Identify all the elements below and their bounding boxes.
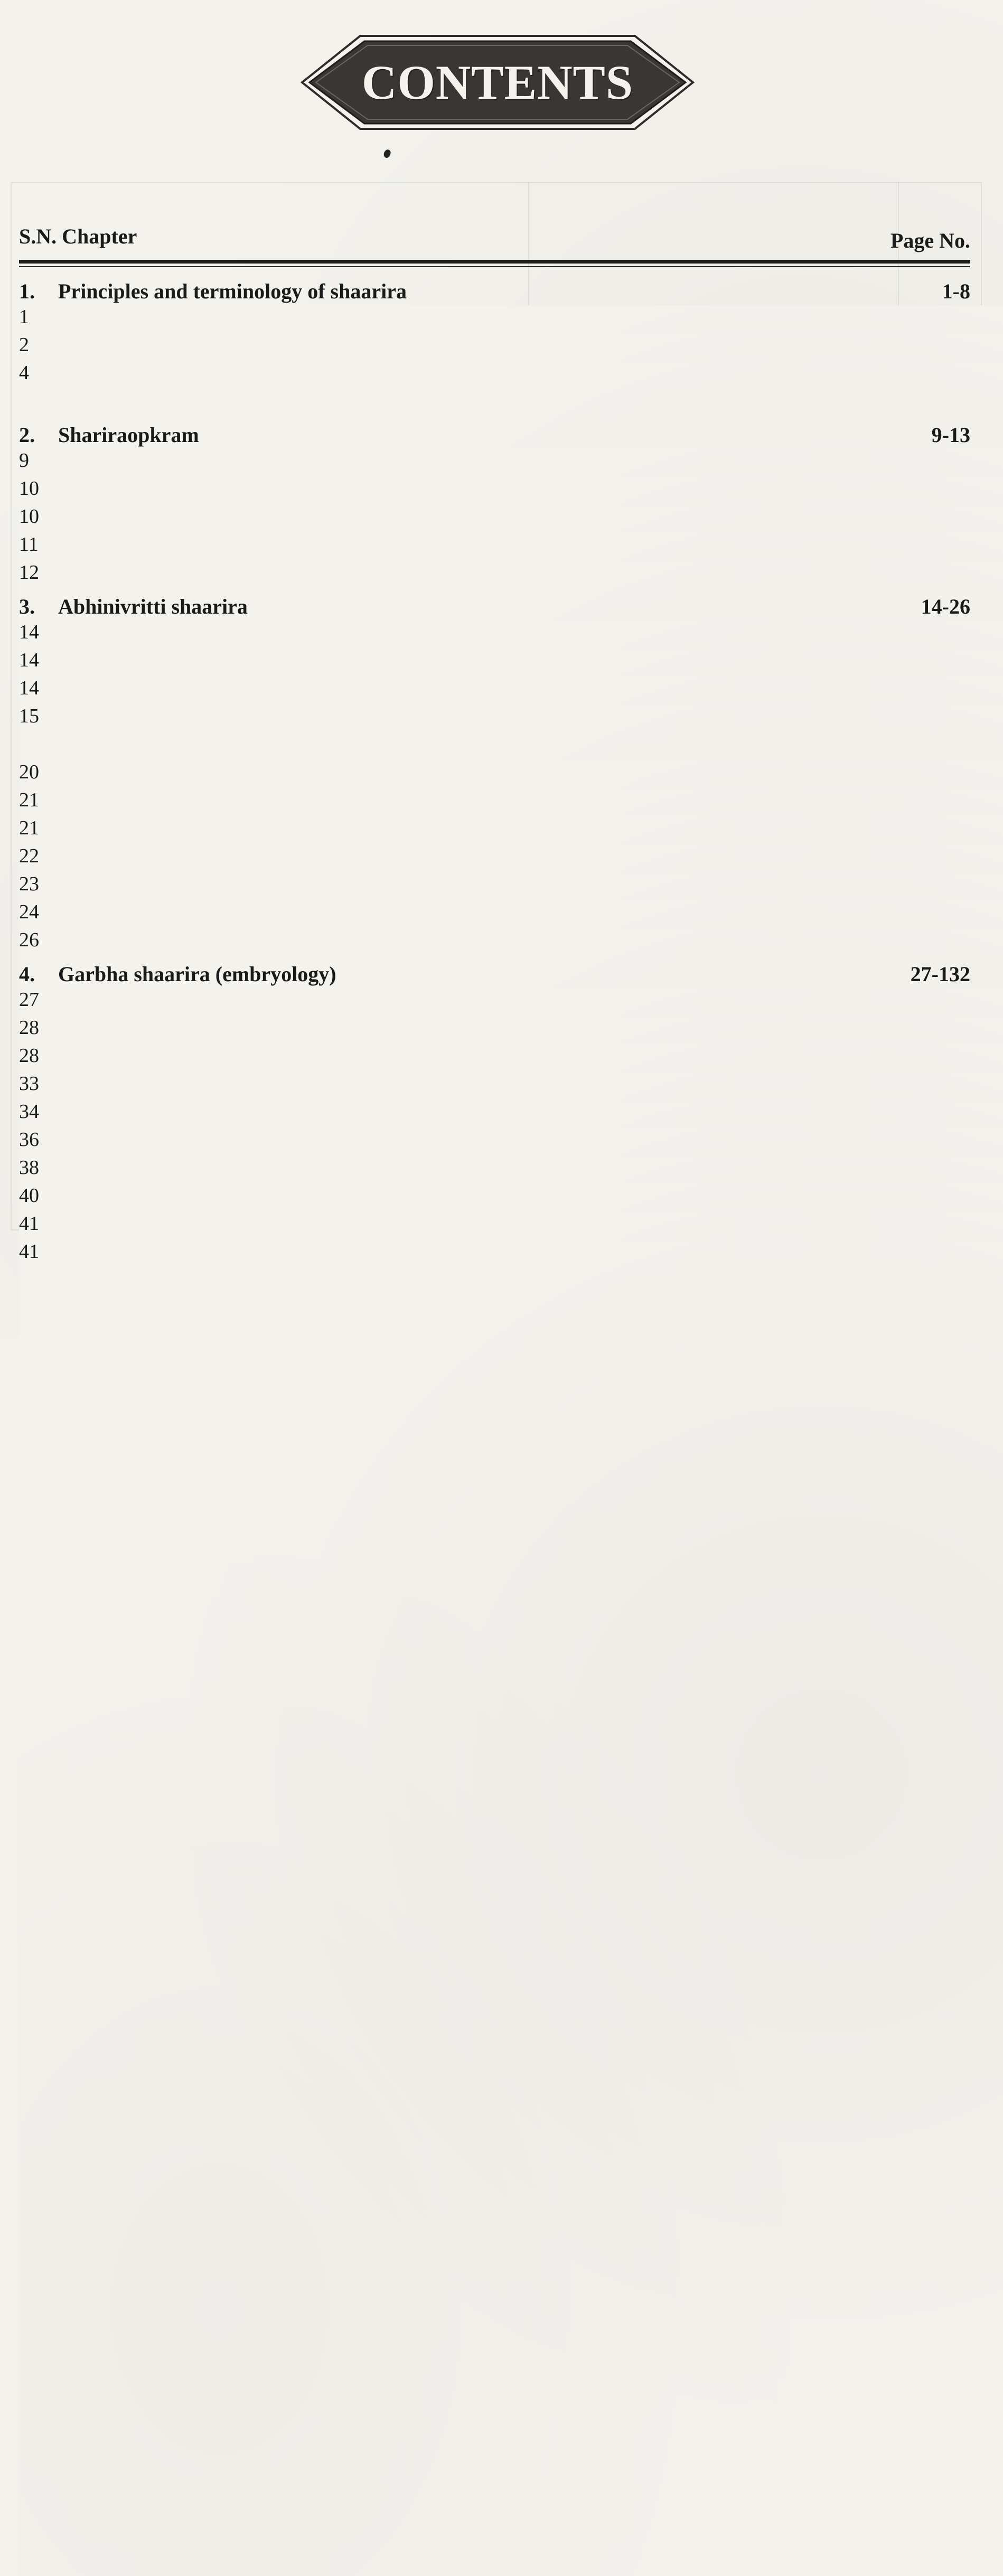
list-item [19,449,970,477]
item-page: 21 [19,816,1003,2152]
list-item [19,844,970,872]
list-item [19,1072,970,1100]
table-of-contents [19,274,970,1268]
list-item [19,1212,970,1240]
list-item [19,333,970,361]
chapter-row [19,417,970,449]
chapter-number: 3. [19,595,35,618]
list-item [19,1184,970,1212]
chapter-title: Garbha shaarira (embryology) [58,962,336,986]
header-rule-thick [19,260,970,264]
chapter-pages: 9-13 [931,423,970,447]
list-item [19,561,970,589]
contents-banner [297,30,698,135]
list-item [19,788,970,816]
item-page: 12 [19,561,1003,1897]
list-item [19,988,970,1016]
sn-chapter-heading: S.N. Chapter [19,224,137,248]
list-item [19,928,970,956]
chapter-pages: 14-26 [921,595,970,618]
chapter-title: Principles and terminology of shaarira [58,279,407,303]
item-page: 15 [19,704,1003,2041]
item-page: 41 [19,1212,1003,2548]
item-page: 1 [19,305,1003,1641]
chapter-3 [19,589,970,956]
item-page: 28 [19,1016,1003,2352]
item-page: 26 [19,928,1003,2264]
chapter-2 [19,417,970,589]
chapter-row [19,274,970,305]
chapter-number: 1. [19,279,35,303]
chapter-1 [19,274,970,417]
item-page: 4 [19,361,1003,1697]
item-page: 10 [19,477,1003,1813]
list-item [19,361,970,417]
chapter-row [19,956,970,988]
chapter-pages: 1-8 [942,279,970,303]
item-page: 22 [19,844,1003,2180]
list-item [19,305,970,333]
ink-spot [382,148,392,159]
chapter-title: Shariraopkram [58,423,199,447]
item-page: 11 [19,533,1003,1869]
list-item [19,1128,970,1156]
chapter-4 [19,956,970,1268]
contents-title: CONTENTS [361,55,634,109]
item-page: 28 [19,1044,1003,2380]
chapter-title: Abhinivritti shaarira [58,595,248,618]
list-item [19,1016,970,1044]
list-item [19,505,970,533]
list-item [19,1044,970,1072]
item-page: 14 [19,676,1003,2013]
list-item [19,816,970,844]
chapter-number: 4. [19,962,35,986]
item-page: 33 [19,1072,1003,2408]
page-no-heading: Page No. [890,229,970,252]
item-page: 14 [19,621,1003,1957]
item-page: 27 [19,988,1003,2324]
item-page: 10 [19,505,1003,1841]
item-page: 14 [19,648,1003,1985]
list-item [19,676,970,704]
list-item [19,648,970,676]
list-item [19,477,970,505]
item-page: 20 [19,760,1003,2096]
item-page: 40 [19,1184,1003,2520]
list-item [19,533,970,561]
list-item [19,872,970,900]
item-page: 23 [19,872,1003,2208]
item-page: 36 [19,1128,1003,2464]
item-page: 24 [19,900,1003,2236]
chapter-number: 2. [19,423,35,447]
list-item [19,1156,970,1184]
item-page: 41 [19,1240,1003,2576]
list-item [19,1100,970,1128]
item-page: 38 [19,1156,1003,2492]
list-item [19,704,970,760]
list-item [19,621,970,648]
item-page: 34 [19,1100,1003,2436]
item-page: 2 [19,333,1003,1669]
item-page: 9 [19,449,1003,1785]
list-item [19,760,970,788]
list-item [19,900,970,928]
chapter-row [19,589,970,621]
chapter-pages: 27-132 [910,962,970,986]
item-page: 21 [19,788,1003,2124]
header-rule-thin [19,266,970,267]
table-header [19,217,970,251]
list-item [19,1240,970,1268]
